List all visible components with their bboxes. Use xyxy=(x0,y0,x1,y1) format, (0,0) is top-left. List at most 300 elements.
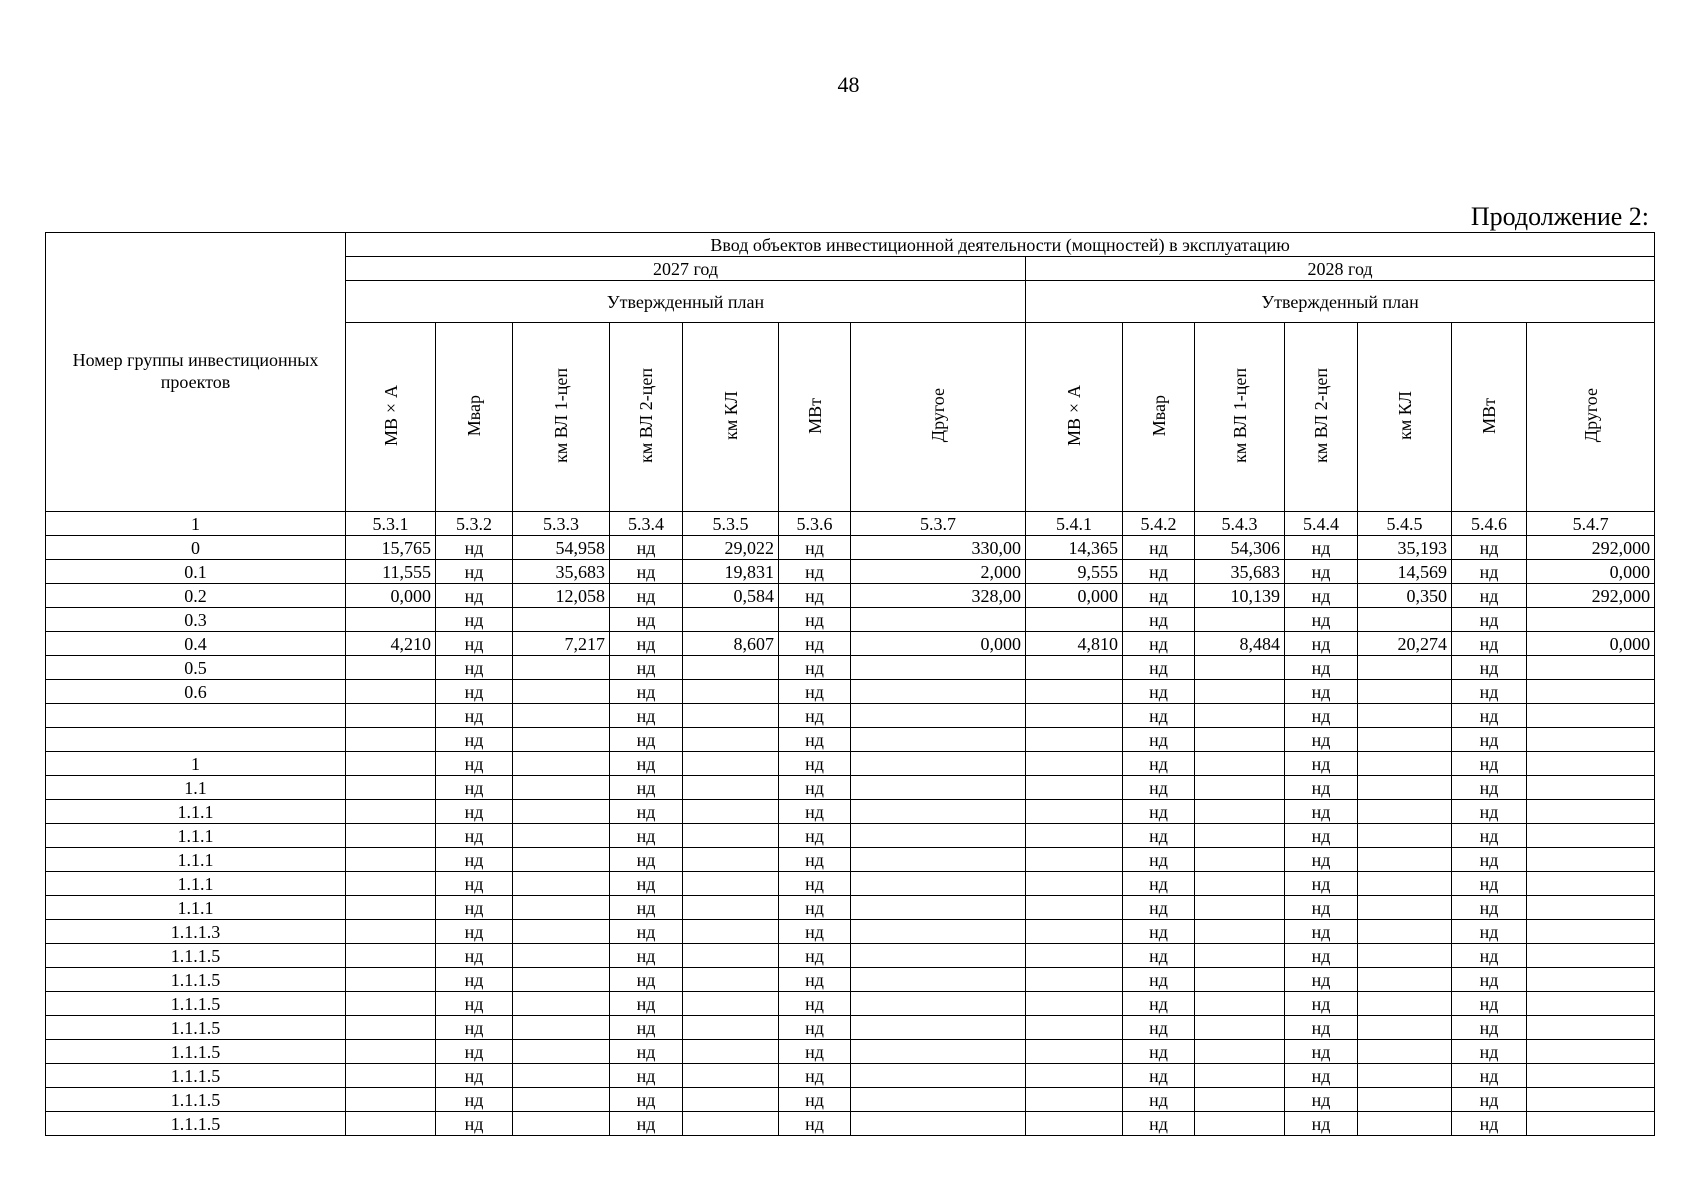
value-cell: нд xyxy=(436,776,513,800)
value-cell xyxy=(513,944,610,968)
unit-header-label: км ВЛ 1-цеп xyxy=(551,368,571,463)
value-cell xyxy=(1527,776,1655,800)
value-cell: 0,584 xyxy=(683,584,779,608)
value-cell: нд xyxy=(1285,848,1358,872)
value-cell: нд xyxy=(610,704,683,728)
value-cell: нд xyxy=(610,800,683,824)
group-number-cell: 1.1.1.5 xyxy=(46,1040,346,1064)
value-cell: нд xyxy=(1285,608,1358,632)
value-cell: нд xyxy=(1285,1016,1358,1040)
value-cell xyxy=(851,800,1026,824)
value-cell xyxy=(1195,1016,1285,1040)
value-cell: нд xyxy=(779,536,851,560)
group-number-cell: 1.1.1 xyxy=(46,800,346,824)
value-cell: нд xyxy=(610,824,683,848)
value-cell xyxy=(851,1064,1026,1088)
value-cell: нд xyxy=(1452,632,1527,656)
value-cell: нд xyxy=(610,752,683,776)
value-cell: 19,831 xyxy=(683,560,779,584)
value-cell: нд xyxy=(1123,920,1195,944)
value-cell: нд xyxy=(779,992,851,1016)
value-cell: 4,810 xyxy=(1026,632,1123,656)
group-number-cell: 1.1.1.5 xyxy=(46,1088,346,1112)
table-row xyxy=(46,728,1655,752)
value-cell: нд xyxy=(779,608,851,632)
value-cell xyxy=(513,1040,610,1064)
plan-2028-header: Утвержденный план xyxy=(1026,281,1655,323)
value-cell: 12,058 xyxy=(513,584,610,608)
value-cell: нд xyxy=(610,896,683,920)
value-cell xyxy=(1026,848,1123,872)
value-cell: нд xyxy=(1452,1088,1527,1112)
value-cell: нд xyxy=(779,728,851,752)
value-cell xyxy=(513,968,610,992)
row-label-header: Номер группы инвестиционных проектов xyxy=(46,233,346,512)
group-number-cell: 1.1.1.5 xyxy=(46,992,346,1016)
value-cell: нд xyxy=(610,1088,683,1112)
table-row xyxy=(46,632,1655,656)
value-cell: 328,00 xyxy=(851,584,1026,608)
value-cell: 8,484 xyxy=(1195,632,1285,656)
value-cell: 0,000 xyxy=(1527,560,1655,584)
value-cell xyxy=(683,968,779,992)
value-cell: нд xyxy=(1123,800,1195,824)
value-cell xyxy=(1026,800,1123,824)
value-cell xyxy=(1195,680,1285,704)
value-cell xyxy=(513,848,610,872)
value-cell xyxy=(683,608,779,632)
group-number-cell: 1.1.1.5 xyxy=(46,944,346,968)
value-cell: нд xyxy=(1123,944,1195,968)
value-cell xyxy=(851,824,1026,848)
value-cell xyxy=(1026,824,1123,848)
value-cell xyxy=(1527,728,1655,752)
value-cell xyxy=(1358,608,1452,632)
value-cell xyxy=(346,728,436,752)
value-cell: нд xyxy=(436,1112,513,1136)
value-cell: нд xyxy=(1452,920,1527,944)
value-cell: нд xyxy=(436,704,513,728)
value-cell: нд xyxy=(779,1088,851,1112)
unit-header-label: км ВЛ 2-цеп xyxy=(636,368,656,463)
value-cell xyxy=(513,1088,610,1112)
value-cell xyxy=(851,968,1026,992)
value-cell: 10,139 xyxy=(1195,584,1285,608)
value-cell xyxy=(1527,992,1655,1016)
value-cell: нд xyxy=(1452,608,1527,632)
value-cell: нд xyxy=(436,680,513,704)
value-cell: нд xyxy=(779,776,851,800)
unit-header-cell xyxy=(1285,323,1358,512)
value-cell: нд xyxy=(1285,776,1358,800)
value-cell: нд xyxy=(1123,896,1195,920)
group-number-cell: 1.1.1.3 xyxy=(46,920,346,944)
value-cell xyxy=(1195,1112,1285,1136)
unit-header-cell xyxy=(513,323,610,512)
value-cell: нд xyxy=(436,824,513,848)
unit-header-cell xyxy=(1527,323,1655,512)
code-cell: 5.4.6 xyxy=(1452,512,1527,536)
value-cell xyxy=(683,920,779,944)
table-row xyxy=(46,872,1655,896)
value-cell xyxy=(1358,752,1452,776)
value-cell: нд xyxy=(436,656,513,680)
table-row xyxy=(46,920,1655,944)
value-cell: нд xyxy=(1123,704,1195,728)
value-cell: нд xyxy=(436,632,513,656)
code-cell: 5.3.6 xyxy=(779,512,851,536)
group-number-cell: 0.2 xyxy=(46,584,346,608)
value-cell: нд xyxy=(779,656,851,680)
value-cell: 35,193 xyxy=(1358,536,1452,560)
group-number-cell xyxy=(46,728,346,752)
value-cell: нд xyxy=(779,944,851,968)
value-cell xyxy=(1358,1088,1452,1112)
value-cell xyxy=(1195,608,1285,632)
group-number-cell: 0.4 xyxy=(46,632,346,656)
value-cell: нд xyxy=(1285,704,1358,728)
value-cell: 54,306 xyxy=(1195,536,1285,560)
value-cell: нд xyxy=(1452,656,1527,680)
value-cell xyxy=(513,680,610,704)
value-cell xyxy=(346,992,436,1016)
value-cell xyxy=(1195,992,1285,1016)
value-cell: нд xyxy=(610,944,683,968)
value-cell xyxy=(346,704,436,728)
value-cell: нд xyxy=(436,1016,513,1040)
value-cell: нд xyxy=(610,872,683,896)
value-cell: нд xyxy=(1452,872,1527,896)
value-cell: 2,000 xyxy=(851,560,1026,584)
value-cell xyxy=(683,1112,779,1136)
value-cell xyxy=(1527,680,1655,704)
unit-header-label: км ВЛ 2-цеп xyxy=(1311,368,1331,463)
unit-header-cell xyxy=(436,323,513,512)
value-cell xyxy=(513,1112,610,1136)
code-cell: 5.4.5 xyxy=(1358,512,1452,536)
table-row xyxy=(46,776,1655,800)
value-cell xyxy=(1358,1016,1452,1040)
value-cell xyxy=(513,824,610,848)
value-cell: нд xyxy=(1285,992,1358,1016)
value-cell: нд xyxy=(436,992,513,1016)
value-cell xyxy=(683,872,779,896)
value-cell: нд xyxy=(610,992,683,1016)
value-cell: 4,210 xyxy=(346,632,436,656)
code-cell: 5.3.5 xyxy=(683,512,779,536)
value-cell: нд xyxy=(1285,584,1358,608)
value-cell xyxy=(1358,1040,1452,1064)
table-row xyxy=(46,680,1655,704)
value-cell xyxy=(1195,752,1285,776)
value-cell: нд xyxy=(779,920,851,944)
value-cell: нд xyxy=(779,680,851,704)
value-cell xyxy=(346,1016,436,1040)
value-cell: 7,217 xyxy=(513,632,610,656)
unit-header-label: Другое xyxy=(928,388,948,443)
value-cell xyxy=(513,920,610,944)
value-cell: нд xyxy=(610,1040,683,1064)
table-row xyxy=(46,1112,1655,1136)
value-cell: 54,958 xyxy=(513,536,610,560)
value-cell xyxy=(683,800,779,824)
value-cell: нд xyxy=(779,968,851,992)
value-cell: нд xyxy=(1452,800,1527,824)
table-row xyxy=(46,752,1655,776)
value-cell xyxy=(1527,1112,1655,1136)
table-row xyxy=(46,800,1655,824)
code-cell: 5.3.3 xyxy=(513,512,610,536)
value-cell xyxy=(683,728,779,752)
value-cell: нд xyxy=(1452,560,1527,584)
value-cell: нд xyxy=(1123,680,1195,704)
value-cell: 0,350 xyxy=(1358,584,1452,608)
value-cell: нд xyxy=(610,776,683,800)
value-cell: нд xyxy=(1285,1064,1358,1088)
value-cell: нд xyxy=(1285,968,1358,992)
unit-header-cell xyxy=(1452,323,1527,512)
value-cell: 15,765 xyxy=(346,536,436,560)
value-cell: нд xyxy=(610,656,683,680)
value-cell: 11,555 xyxy=(346,560,436,584)
value-cell xyxy=(683,824,779,848)
group-number-cell: 1.1.1.5 xyxy=(46,1112,346,1136)
group-number-cell: 1 xyxy=(46,752,346,776)
value-cell: нд xyxy=(436,560,513,584)
value-cell xyxy=(1358,872,1452,896)
table-body xyxy=(46,233,1655,1136)
value-cell: нд xyxy=(779,872,851,896)
page-number: 48 xyxy=(837,72,860,97)
continuation-label: Продолжение 2: xyxy=(1470,202,1649,231)
unit-header-cell xyxy=(1123,323,1195,512)
value-cell xyxy=(683,1016,779,1040)
value-cell xyxy=(346,776,436,800)
value-cell: нд xyxy=(436,944,513,968)
value-cell: нд xyxy=(779,848,851,872)
value-cell xyxy=(1358,728,1452,752)
value-cell xyxy=(851,920,1026,944)
value-cell: нд xyxy=(1123,632,1195,656)
value-cell xyxy=(1358,968,1452,992)
group-number-cell: 1.1.1.5 xyxy=(46,1016,346,1040)
value-cell xyxy=(1358,704,1452,728)
value-cell xyxy=(1026,1040,1123,1064)
value-cell: нд xyxy=(779,896,851,920)
value-cell: нд xyxy=(1123,536,1195,560)
code-cell: 5.3.4 xyxy=(610,512,683,536)
value-cell xyxy=(851,848,1026,872)
value-cell xyxy=(1026,1112,1123,1136)
value-cell xyxy=(1527,872,1655,896)
value-cell xyxy=(1527,608,1655,632)
value-cell xyxy=(683,992,779,1016)
value-cell xyxy=(1026,1064,1123,1088)
value-cell: нд xyxy=(610,584,683,608)
code-cell: 5.3.1 xyxy=(346,512,436,536)
value-cell xyxy=(346,1088,436,1112)
value-cell: 330,00 xyxy=(851,536,1026,560)
value-cell xyxy=(513,1016,610,1040)
value-cell: нд xyxy=(779,704,851,728)
value-cell xyxy=(1026,968,1123,992)
value-cell: нд xyxy=(779,1016,851,1040)
value-cell: нд xyxy=(610,632,683,656)
value-cell: нд xyxy=(610,1112,683,1136)
table-row xyxy=(46,536,1655,560)
unit-header-cell xyxy=(851,323,1026,512)
value-cell xyxy=(1026,680,1123,704)
value-cell xyxy=(1195,800,1285,824)
group-number-cell: 1.1.1 xyxy=(46,896,346,920)
group-number-cell xyxy=(46,704,346,728)
value-cell xyxy=(1358,656,1452,680)
value-cell: нд xyxy=(436,920,513,944)
value-cell: нд xyxy=(1285,824,1358,848)
value-cell xyxy=(1195,848,1285,872)
value-cell xyxy=(683,656,779,680)
value-cell xyxy=(851,1112,1026,1136)
value-cell: нд xyxy=(436,728,513,752)
value-cell: 292,000 xyxy=(1527,536,1655,560)
unit-header-cell xyxy=(1195,323,1285,512)
value-cell: нд xyxy=(779,824,851,848)
group-number-cell: 0.5 xyxy=(46,656,346,680)
value-cell: нд xyxy=(1123,656,1195,680)
value-cell xyxy=(346,800,436,824)
table-row xyxy=(46,992,1655,1016)
value-cell xyxy=(1358,680,1452,704)
value-cell xyxy=(513,656,610,680)
code-cell: 5.3.2 xyxy=(436,512,513,536)
value-cell xyxy=(1026,656,1123,680)
table-row xyxy=(46,1016,1655,1040)
value-cell xyxy=(1195,704,1285,728)
value-cell xyxy=(1358,992,1452,1016)
value-cell: нд xyxy=(1123,872,1195,896)
value-cell: нд xyxy=(1285,872,1358,896)
value-cell: 0,000 xyxy=(1527,632,1655,656)
value-cell xyxy=(851,752,1026,776)
unit-header-label: км КЛ xyxy=(720,391,741,440)
value-cell: 14,569 xyxy=(1358,560,1452,584)
value-cell: нд xyxy=(1285,1088,1358,1112)
group-number-cell: 1.1.1.5 xyxy=(46,1064,346,1088)
value-cell xyxy=(1527,824,1655,848)
investment-table xyxy=(45,232,1655,1136)
value-cell: нд xyxy=(1452,584,1527,608)
unit-header-label: МВ×А xyxy=(1064,384,1084,446)
value-cell: нд xyxy=(1123,992,1195,1016)
value-cell xyxy=(683,776,779,800)
value-cell xyxy=(1195,968,1285,992)
group-number-cell: 0 xyxy=(46,536,346,560)
value-cell: нд xyxy=(610,536,683,560)
value-cell xyxy=(1527,752,1655,776)
unit-header-label: МВт xyxy=(1479,397,1499,434)
value-cell: 292,000 xyxy=(1527,584,1655,608)
group-number-cell: 1.1.1.5 xyxy=(46,968,346,992)
value-cell xyxy=(1358,800,1452,824)
value-cell: нд xyxy=(1123,1040,1195,1064)
value-cell: нд xyxy=(1452,776,1527,800)
value-cell xyxy=(513,728,610,752)
value-cell: нд xyxy=(610,560,683,584)
value-cell xyxy=(346,896,436,920)
value-cell xyxy=(683,944,779,968)
value-cell xyxy=(513,872,610,896)
value-cell: нд xyxy=(779,752,851,776)
value-cell xyxy=(1195,776,1285,800)
value-cell xyxy=(851,728,1026,752)
value-cell: 35,683 xyxy=(513,560,610,584)
value-cell xyxy=(1358,1112,1452,1136)
table-row xyxy=(46,608,1655,632)
table-row xyxy=(46,560,1655,584)
value-cell xyxy=(851,776,1026,800)
value-cell xyxy=(851,680,1026,704)
value-cell: 0,000 xyxy=(1026,584,1123,608)
table-row xyxy=(46,824,1655,848)
value-cell xyxy=(513,752,610,776)
value-cell xyxy=(851,704,1026,728)
value-cell: нд xyxy=(1285,560,1358,584)
value-cell xyxy=(1527,1064,1655,1088)
value-cell: нд xyxy=(779,560,851,584)
code-cell: 5.4.3 xyxy=(1195,512,1285,536)
value-cell xyxy=(1026,896,1123,920)
value-cell: 20,274 xyxy=(1358,632,1452,656)
value-cell: нд xyxy=(1452,896,1527,920)
value-cell: нд xyxy=(1123,776,1195,800)
value-cell: 14,365 xyxy=(1026,536,1123,560)
value-cell: нд xyxy=(1285,800,1358,824)
value-cell xyxy=(1195,920,1285,944)
value-cell: нд xyxy=(1452,752,1527,776)
value-cell xyxy=(1195,1088,1285,1112)
value-cell xyxy=(1358,920,1452,944)
value-cell: нд xyxy=(779,1064,851,1088)
unit-header-label: МВ×А xyxy=(380,384,401,446)
value-cell: нд xyxy=(779,632,851,656)
value-cell xyxy=(1358,1064,1452,1088)
value-cell: нд xyxy=(436,896,513,920)
unit-header-label: км КЛ xyxy=(1394,391,1415,440)
value-cell xyxy=(851,1040,1026,1064)
value-cell xyxy=(346,608,436,632)
group-number-cell: 1.1 xyxy=(46,776,346,800)
value-cell: нд xyxy=(1123,608,1195,632)
value-cell xyxy=(1527,920,1655,944)
value-cell: 29,022 xyxy=(683,536,779,560)
value-cell: нд xyxy=(1123,848,1195,872)
code-cell: 5.3.7 xyxy=(851,512,1026,536)
value-cell: нд xyxy=(1285,656,1358,680)
table-row xyxy=(46,704,1655,728)
value-cell: нд xyxy=(1452,680,1527,704)
value-cell xyxy=(513,800,610,824)
value-cell xyxy=(513,704,610,728)
value-cell xyxy=(851,896,1026,920)
value-cell: нд xyxy=(1123,1088,1195,1112)
value-cell: нд xyxy=(1123,1112,1195,1136)
value-cell xyxy=(1527,1040,1655,1064)
code-cell: 5.4.7 xyxy=(1527,512,1655,536)
value-cell: нд xyxy=(436,608,513,632)
unit-header-cell xyxy=(779,323,851,512)
value-cell: нд xyxy=(1452,1064,1527,1088)
value-cell xyxy=(1195,728,1285,752)
